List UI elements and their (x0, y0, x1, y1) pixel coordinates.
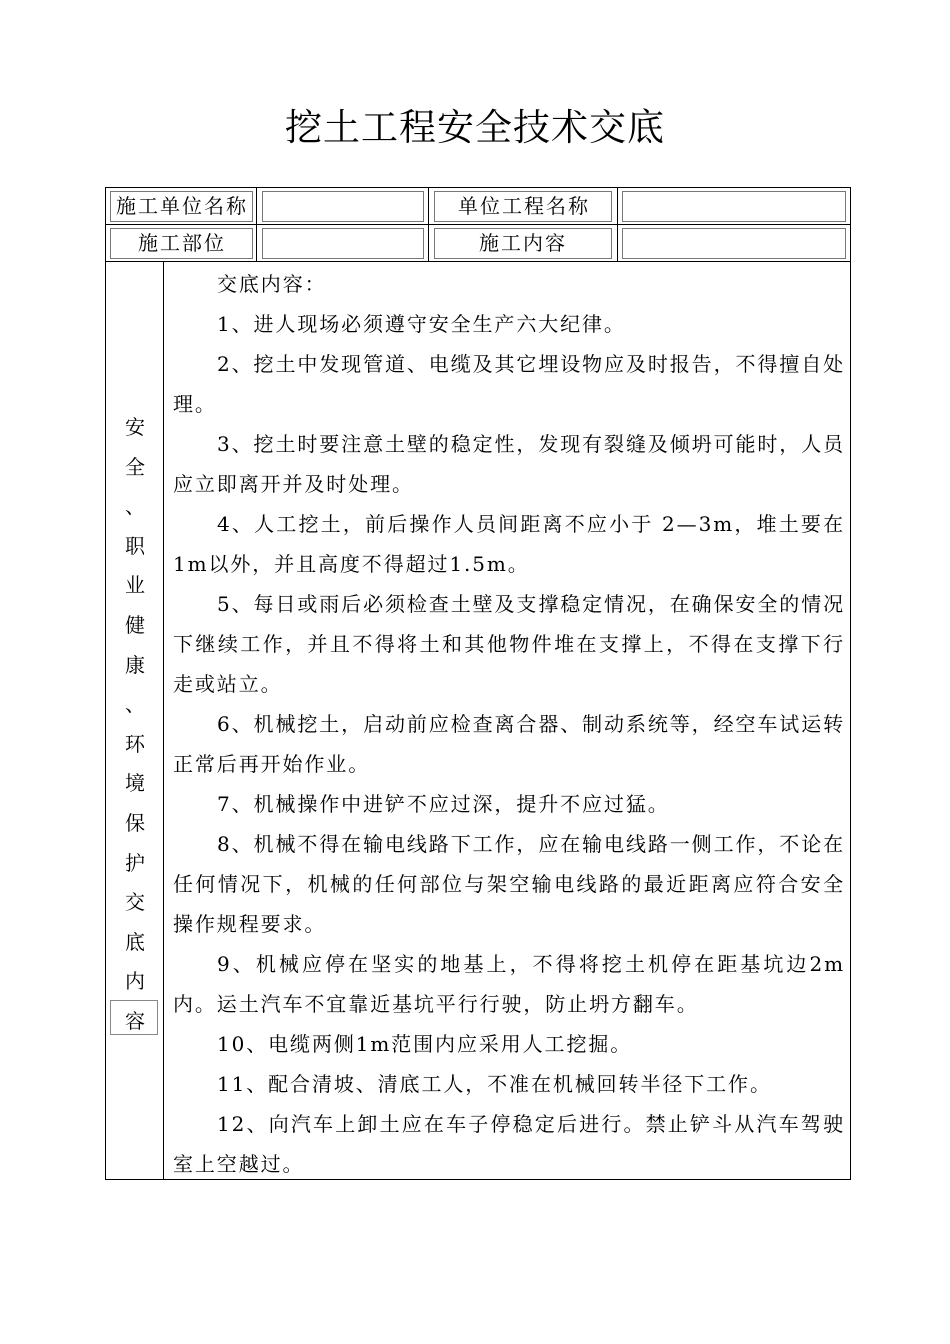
side-label-char: 健 (125, 612, 145, 637)
location-field[interactable] (262, 228, 424, 259)
side-label-char: 交 (125, 890, 145, 915)
page-title: 挖土工程安全技术交底 (285, 106, 665, 149)
column-divider (617, 187, 618, 262)
side-label-char: 业 (125, 573, 145, 598)
content-item: 12、向汽车上卸土应在车子停稳定后进行。禁止铲斗从汽车驾驶室上空越过。 (173, 1112, 845, 1176)
column-divider (256, 187, 257, 262)
side-label-char: 全 (125, 454, 145, 479)
side-label-char: 容 (125, 1008, 145, 1033)
content-item: 2、挖土中发现管道、电缆及其它埋设物应及时报告，不得擅自处理。 (173, 352, 845, 416)
unit-name-label: 施工单位名称 (116, 194, 248, 218)
side-label-char: 内 (125, 969, 145, 994)
content-item: 7、机械操作中进铲不应过深，提升不应过猛。 (217, 792, 670, 816)
content-item: 5、每日或雨后必须检查土壁及支撑稳定情况，在确保安全的情况下继续工作，并且不得将土和其他物件堆在支撑上，不得在支撑下行走或站立。 (173, 592, 845, 696)
content-intro: 交底内容： (217, 272, 327, 296)
column-divider (428, 187, 429, 262)
content-item: 1、进人现场必须遵守安全生产六大纪律。 (217, 312, 626, 336)
content-item: 4、人工挖土，前后操作人员间距离不应小于 2—3m，堆土要在1m以外，并且高度不得超过1.5m。 (173, 512, 845, 576)
content-item: 3、挖土时要注意土壁的稳定性，发现有裂缝及倾坍可能时，人员应立即离开并及时处理。 (173, 432, 845, 496)
briefing-content (173, 264, 845, 1184)
content-item: 11、配合清坡、清底工人，不准在机械回转半径下工作。 (217, 1072, 772, 1096)
unit-name-field[interactable] (262, 191, 424, 222)
side-label-char: 、 (125, 494, 145, 519)
side-label-char: 护 (125, 850, 145, 875)
content-item: 6、机械挖土，启动前应检查离合器、制动系统等，经空车试运转正常后再开始作业。 (173, 712, 845, 776)
column-divider (163, 261, 164, 1180)
row-divider (105, 261, 851, 262)
row-divider (105, 224, 851, 225)
side-label-char: 、 (125, 692, 145, 717)
content-field[interactable] (622, 228, 846, 259)
side-label-char: 底 (125, 929, 145, 954)
content-item: 10、电缆两侧1m范围内应采用人工挖掘。 (217, 1032, 633, 1056)
side-label (110, 408, 160, 1042)
content-label: 施工内容 (479, 231, 567, 255)
side-label-char: 职 (125, 533, 145, 558)
side-label-char: 环 (125, 731, 145, 756)
project-name-field[interactable] (622, 191, 846, 222)
side-label-char: 安 (125, 415, 145, 439)
content-item: 9、机械应停在坚实的地基上，不得将挖土机停在距基坑边2m内。运土汽车不宜靠近基坑平行行驶，防止坍方翻车。 (173, 952, 845, 1016)
project-name-label: 单位工程名称 (458, 194, 590, 218)
content-item: 8、机械不得在输电线路下工作，应在输电线路一侧工作，不论在任何情况下，机械的任何部位与架空输电线路的最近距离应符合安全操作规程要求。 (173, 832, 845, 936)
side-label-char: 保 (125, 810, 145, 835)
side-label-box (110, 1000, 158, 1035)
side-label-char: 境 (125, 771, 145, 796)
location-label: 施工部位 (138, 231, 226, 255)
side-label-char: 康 (125, 652, 145, 677)
